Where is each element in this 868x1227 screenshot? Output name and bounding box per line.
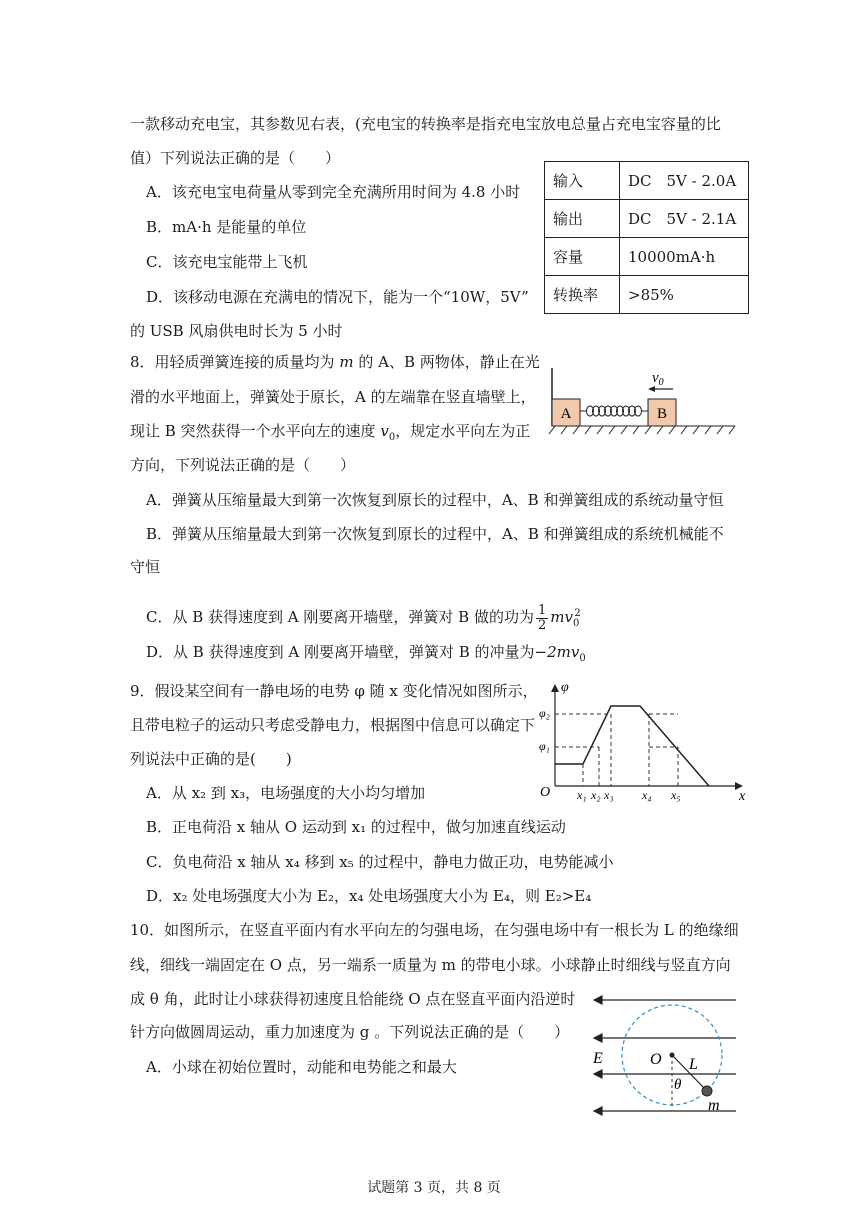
spec-key: 转换率 — [545, 276, 620, 314]
q7-option-b: B．mA·h 是能量的单位 — [146, 218, 307, 236]
q8-option-b-line1: B．弹簧从压缩量最大到第一次恢复到原长的过程中，A、B 和弹簧组成的系统机械能不 — [146, 525, 724, 543]
q7-option-d-line1: D．该移动电源在充满电的情况下，能为一个“10W，5V” — [146, 288, 529, 306]
x-axis-label: x — [739, 789, 746, 804]
spring-coil — [580, 406, 648, 416]
velocity-arrowhead — [648, 386, 655, 392]
spec-value: DC 5V - 2.1A — [620, 200, 749, 238]
x5-tick-label: x₅ — [671, 788, 681, 802]
q9-option-c: C．负电荷沿 x 轴从 x₄ 移到 x₅ 的过程中，静电力做正功，电势能减小 — [146, 853, 614, 871]
q8-option-a: A．弹簧从压缩量最大到第一次恢复到原长的过程中，A、B 和弹簧组成的系统动量守恒 — [146, 491, 724, 509]
q10-stem-line2: 线，细线一端固定在 O 点，另一端系一质量为 m 的带电小球。小球静止时细线与竖直方向 — [130, 956, 731, 974]
spec-value: 10000mA·h — [620, 238, 749, 276]
ground-hatch — [549, 426, 735, 434]
pivot-point — [670, 1053, 675, 1058]
potential-curve — [555, 706, 709, 786]
q10-stem-line1: 10．如图所示，在竖直平面内有水平向左的匀强电场，在匀强电场中有一根长为 L 的绝缘细 — [130, 921, 739, 939]
spec-key: 容量 — [545, 238, 620, 276]
spec-value: >85% — [620, 276, 749, 314]
q8-stem-line2: 滑的水平地面上，弹簧处于原长，A 的左端靠在竖直墙壁上， — [130, 388, 536, 406]
spec-row — [545, 276, 749, 314]
velocity-label: $v_0$ — [652, 370, 664, 388]
page-footer: 试题第 3 页，共 8 页 — [367, 1180, 501, 1196]
block-b-label: B — [656, 406, 668, 422]
field-label: E — [593, 1050, 603, 1067]
potential-graph — [537, 676, 747, 804]
fraction-one-half: $\frac{1}{2}$ — [537, 602, 547, 633]
q7-option-c: C．该充电宝能带上飞机 — [146, 253, 308, 271]
phi2-label: φ₂ — [539, 706, 550, 720]
spec-row — [545, 200, 749, 238]
spec-key: 输入 — [545, 162, 620, 200]
q10-stem-line3: 成 θ 角，此时让小球获得初速度且恰能绕 O 点在竖直平面内沿逆时 — [130, 990, 576, 1008]
x2-tick-label: x₂ — [591, 788, 601, 802]
power-bank-spec-table — [544, 161, 749, 314]
x1-tick-label: x₁ — [577, 788, 587, 802]
length-label: L — [689, 1056, 698, 1073]
pivot-label: O — [650, 1051, 662, 1068]
angle-label: θ — [674, 1077, 682, 1093]
q8-stem-line4: 方向，下列说法正确的是（ ） — [130, 456, 356, 474]
origin-label: O — [539, 785, 551, 800]
x3-tick-label: x₃ — [604, 788, 614, 802]
q8-option-c: C．从 B 获得速度到 A 刚要离开墙壁，弹簧对 B 做的功为 $\frac{1}{2}$ $mv_0^2$ — [146, 602, 581, 633]
q9-option-a: A．从 x₂ 到 x₃，电场强度的大小均匀增加 — [146, 784, 426, 802]
q8-stem-line3: 现让 B 突然获得一个水平向左的速度 $v_0$，规定水平向左为正 — [130, 422, 531, 443]
charged-ball — [702, 1086, 712, 1096]
q7-stem-line2: 值）下列说法正确的是（ ） — [130, 149, 341, 167]
q10-stem-line4: 针方向做圆周运动，重力加速度为 g 。下列说法正确的是（ ） — [130, 1023, 570, 1041]
phi-axis-arrow — [551, 684, 559, 692]
q9-option-b: B．正电荷沿 x 轴从 O 运动到 x₁ 的过程中，做匀加速直线运动 — [146, 818, 566, 836]
spec-row — [545, 162, 749, 200]
phi1-label: φ₁ — [539, 739, 550, 753]
q8-stem-line1: 8．用轻质弹簧连接的质量均为 m 的 A、B 两物体，静止在光 — [130, 353, 540, 371]
q10-option-a: A．小球在初始位置时，动能和电势能之和最大 — [146, 1058, 457, 1076]
q7-option-d-line2: 的 USB 风扇供电时长为 5 小时 — [130, 322, 343, 340]
mass-label: m — [708, 1097, 720, 1114]
q9-stem-line3: 列说法中正确的是( ) — [130, 750, 292, 768]
x4-tick-label: x₄ — [642, 788, 652, 802]
electric-field-pendulum-figure — [588, 990, 738, 1120]
spec-value: DC 5V - 2.0A — [620, 162, 749, 200]
q8-option-b-line2: 守恒 — [130, 558, 161, 576]
spec-key: 输出 — [545, 200, 620, 238]
q8-option-d: D．从 B 获得速度到 A 刚要离开墙壁，弹簧对 B 的冲量为$-2mv_0$ — [146, 643, 586, 664]
q9-stem-line2: 且带电粒子的运动只考虑受静电力，根据图中信息可以确定下 — [130, 716, 536, 734]
spec-row — [545, 238, 749, 276]
q9-option-d: D．x₂ 处电场强度大小为 E₂，x₄ 处电场强度大小为 E₄，则 E₂>E₄ — [146, 887, 592, 905]
q7-stem-line1: 一款移动充电宝，其参数见右表，(充电宝的转换率是指充电宝放电总量占充电宝容量的比 — [130, 115, 721, 133]
guide-lines — [555, 714, 678, 786]
spring-blocks-figure — [545, 368, 740, 438]
q7-option-a: A．该充电宝电荷量从零到完全充满所用时间为 4.8 小时 — [146, 183, 521, 201]
q9-stem-line1: 9．假设某空间有一静电场的电势 φ 随 x 变化情况如图所示， — [130, 682, 538, 700]
phi-axis-label: φ — [561, 680, 569, 695]
block-a-label: A — [560, 406, 572, 422]
